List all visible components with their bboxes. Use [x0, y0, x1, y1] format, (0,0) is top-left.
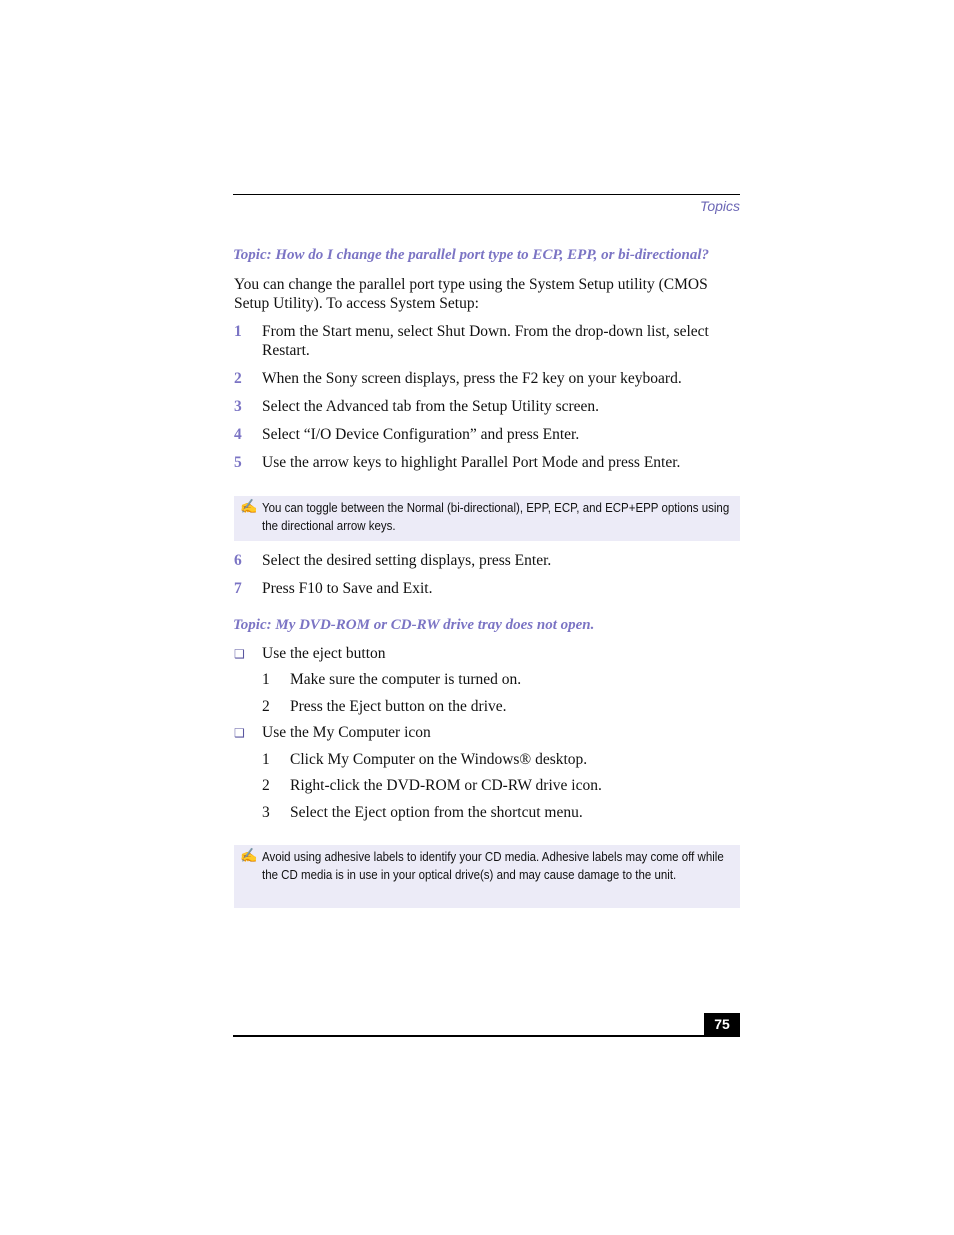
step-text: Select the Advanced tab from the Setup Utility screen.: [262, 398, 600, 415]
sub-step: [262, 698, 507, 716]
step-item: [234, 551, 739, 570]
step-item: [234, 453, 739, 472]
step-number: 2: [234, 370, 242, 387]
page-number: 75: [704, 1013, 740, 1035]
sub-step: [262, 751, 587, 769]
sub-step-text: Make sure the computer is turned on.: [290, 671, 522, 688]
topics-link[interactable]: Topics: [700, 198, 740, 214]
sub-step-number: 1: [262, 751, 270, 768]
pencil-note-icon: ✍: [240, 500, 258, 515]
step-item: [234, 425, 739, 444]
note-text: Avoid using adhesive labels to identify your CD media. Adhesive labels may come off while the CD media is in use in your optical drive(s) and may cause damage to the unit.: [262, 850, 724, 882]
footer-rule: [233, 1035, 740, 1037]
sub-step-text: Click My Computer on the Windows® desktop.: [290, 751, 588, 768]
sub-step-number: 3: [262, 804, 270, 821]
intro-paragraph: You can change the parallel port type using the System Setup utility (CMOS Setup Utility). To access System Setup:: [234, 276, 708, 312]
step-item: [234, 397, 739, 416]
sub-step-number: 1: [262, 671, 270, 688]
sub-step-text: Press the Eject button on the drive.: [290, 698, 507, 715]
checkbox-bullet-icon: ❑: [234, 647, 245, 661]
step-item: [234, 322, 739, 360]
step-item: [234, 369, 739, 388]
sub-step-text: Select the Eject option from the shortcut menu.: [290, 804, 583, 821]
bullet-label: Use the My Computer icon: [262, 724, 431, 741]
step-number: 7: [234, 580, 242, 597]
sub-step: [262, 777, 602, 795]
bullet-item: [234, 724, 431, 742]
step-number: 3: [234, 398, 242, 415]
topic-title-parallel-port: Topic: How do I change the parallel port type to ECP, EPP, or bi-directional?: [233, 247, 709, 263]
pencil-note-icon: ✍: [240, 849, 258, 864]
step-number: 6: [234, 552, 242, 569]
note-text: You can toggle between the Normal (bi-directional), EPP, ECP, and ECP+EPP options using the directional arrow keys.: [262, 501, 730, 533]
sub-step: [262, 671, 521, 689]
note-box: [234, 845, 740, 908]
step-text: From the Start menu, select Shut Down. From the drop-down list, select Restart.: [262, 323, 709, 359]
note-box: [234, 496, 740, 541]
sub-step-number: 2: [262, 777, 270, 794]
step-text: Press F10 to Save and Exit.: [262, 580, 433, 597]
step-text: Select “I/O Device Configuration” and press Enter.: [262, 426, 580, 443]
bullet-label: Use the eject button: [262, 645, 386, 662]
checkbox-bullet-icon: ❑: [234, 726, 245, 740]
sub-step: [262, 804, 583, 822]
step-text: Select the desired setting displays, press Enter.: [262, 552, 552, 569]
step-item: [234, 579, 739, 598]
step-number: 5: [234, 454, 242, 471]
topic-title-dvd-tray: Topic: My DVD-ROM or CD-RW drive tray does not open.: [233, 617, 595, 633]
step-text: When the Sony screen displays, press the F2 key on your keyboard.: [262, 370, 682, 387]
step-number: 4: [234, 426, 242, 443]
step-number: 1: [234, 323, 242, 340]
header-rule: [233, 194, 740, 195]
step-text: Use the arrow keys to highlight Parallel Port Mode and press Enter.: [262, 454, 681, 471]
bullet-item: [234, 645, 386, 663]
sub-step-number: 2: [262, 698, 270, 715]
sub-step-text: Right-click the DVD-ROM or CD-RW drive icon.: [290, 777, 602, 794]
